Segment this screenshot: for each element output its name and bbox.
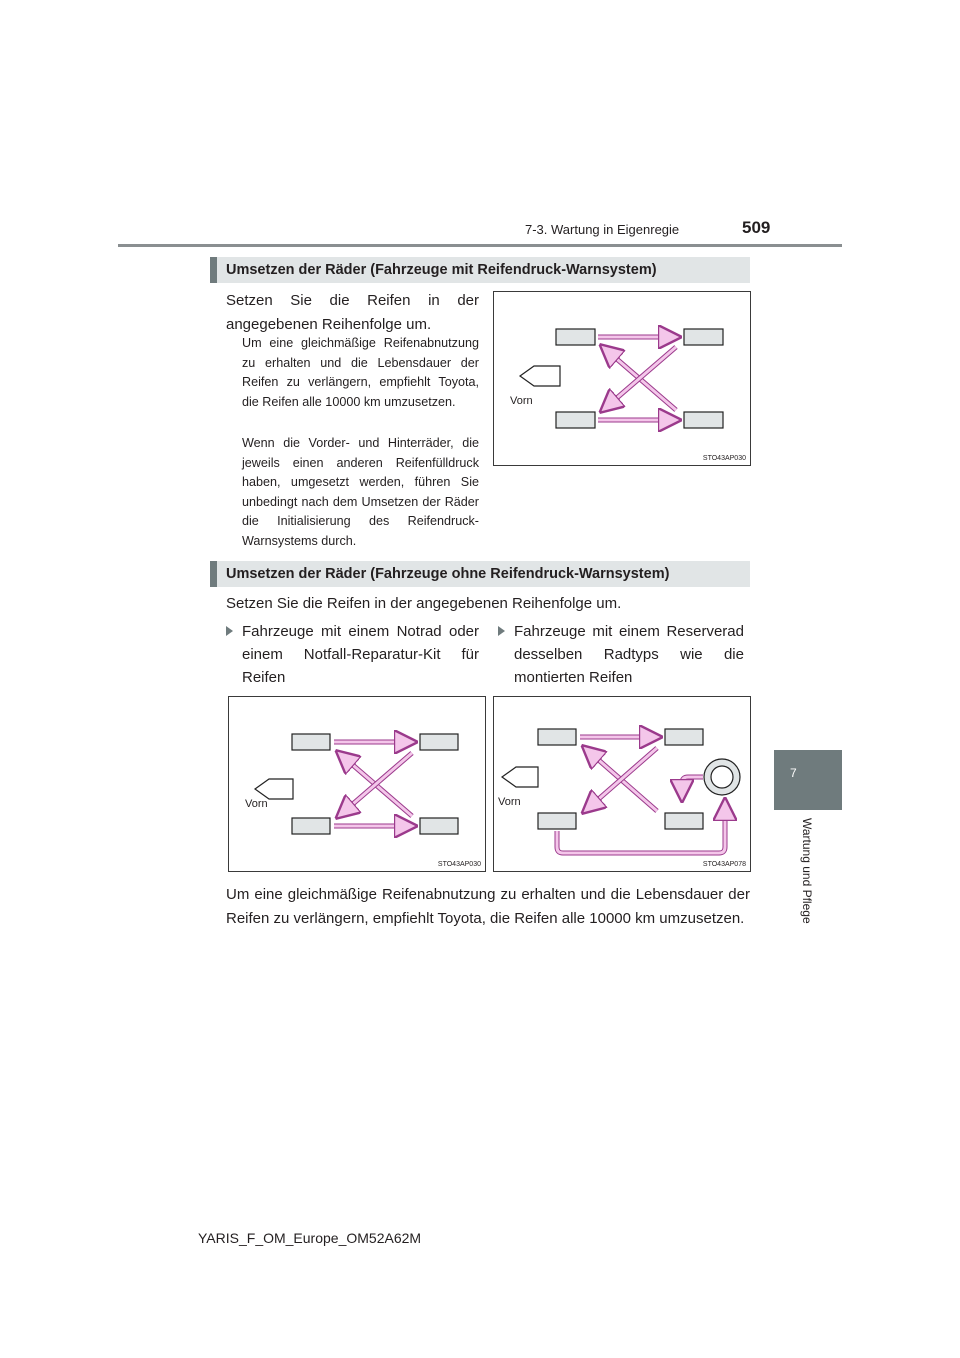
bullet-text: Fahrzeuge mit einem Notrad oder einem Notfall-Reparatur-Kit für Reifen [242,623,479,686]
figure-id: STO43AP030 [437,861,481,868]
tire-rear-right [684,412,723,428]
tire-rear-left [538,813,576,829]
tire-rotation-figure-without-spare [228,696,486,872]
section2-closing-note: Um eine gleichmäßige Reifenabnutzung zu erhalten und die Lebensdauer der Reifen zu verlängern, empfiehlt Toyota, die Reifen alle 10000 km umzusetzen. [226,886,750,927]
tire-rotation-figure-with-spare [493,696,751,872]
bullet-triangle-icon [498,626,505,636]
tire-rear-right [665,813,703,829]
tire-front-left [538,729,576,745]
document-id: YARIS_F_OM_Europe_OM52A62M [198,1230,422,1246]
section-heading-text: Umsetzen der Räder (Fahrzeuge ohne Reifendruck-Warnsystem) [226,566,670,582]
rotation-diagram [229,697,485,871]
chapter-tab [774,750,842,810]
rotation-diagram [494,697,750,871]
tire-front-right [684,329,723,345]
tire-rotation-figure-tpms [493,291,751,466]
tire-front-left [556,329,595,345]
tire-front-left [292,734,330,750]
section2-instruction: Setzen Sie die Reifen in der angegebenen Reihenfolge um. [226,595,622,612]
section1-note-tpms-init: Wenn die Vorder- und Hinterräder, die jeweils einen anderen Reifenfülldruck haben, umgesetzt werden, führen Sie unbedingt nach dem Umsetzen der Räder die Initialisierung des Reifendruck-Warnsystems durch. [242,436,479,548]
rotation-diagram [494,292,750,465]
front-direction-arrow [502,767,538,787]
tire-rear-left [556,412,595,428]
section-heading-text: Umsetzen der Räder (Fahrzeuge mit Reifendruck-Warnsystem) [226,262,657,278]
chapter-title: Wartung und Pflege [800,818,814,924]
bullet-triangle-icon [226,626,233,636]
section1-note-rotation-interval: Um eine gleichmäßige Reifenabnutzung zu erhalten und die Lebensdauer der Reifen zu verlängern, empfiehlt Toyota, die Reifen alle 10000 km umzusetzen. [242,336,479,409]
front-label: Vorn [510,395,533,407]
figure-id: STO43AP078 [702,861,746,868]
bullet-full-size-spare [498,620,744,689]
tire-rear-right [420,818,458,834]
front-label: Vorn [245,798,268,810]
running-header: 7-3. Wartung in Eigenregie [525,222,680,237]
section-heading-with-tpms [210,257,750,283]
bullet-spare-or-kit [226,620,479,689]
tire-front-right [420,734,458,750]
front-direction-arrow [520,366,560,386]
page-number: 509 [742,218,771,237]
header-rule [118,244,842,247]
front-label: Vorn [498,796,521,808]
tire-rear-left [292,818,330,834]
front-direction-arrow [255,779,293,799]
bullet-text: Fahrzeuge mit einem Reserverad desselben Radtyps wie die montierten Reifen [514,623,744,686]
section-heading-without-tpms [210,561,750,587]
heading-marker [210,561,217,587]
section1-instruction: Setzen Sie die Reifen in der angegebenen Reihenfolge um. [226,292,479,333]
chapter-number: 7 [790,766,797,780]
heading-marker [210,257,217,283]
figure-id: STO43AP030 [702,455,746,462]
tire-front-right [665,729,703,745]
